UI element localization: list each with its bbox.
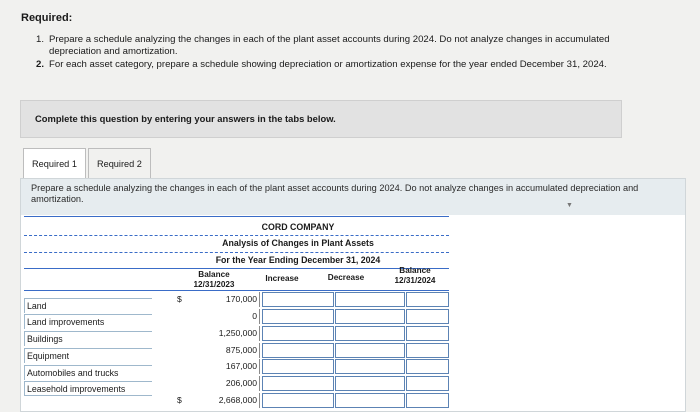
decrease-equipment-input[interactable] bbox=[335, 343, 405, 358]
col-increase: Increase bbox=[265, 274, 299, 283]
increase-land-input[interactable] bbox=[262, 292, 334, 307]
requirement-2 bbox=[36, 59, 661, 71]
decrease-leasehold-input[interactable] bbox=[335, 376, 405, 391]
requirements-list bbox=[36, 34, 661, 73]
dollar-sign: $ bbox=[177, 294, 182, 304]
decrease-automobiles-input[interactable] bbox=[335, 359, 405, 374]
row-label-land-improvements: Land improvements bbox=[24, 314, 152, 329]
schedule-title: Analysis of Changes in Plant Assets bbox=[222, 238, 374, 248]
col-decrease: Decrease bbox=[327, 273, 365, 282]
decrease-land-input[interactable] bbox=[335, 292, 405, 307]
col-balance-end: Balance 12/31/2024 bbox=[394, 266, 436, 285]
prompt-box bbox=[21, 179, 685, 215]
row-label-buildings: Buildings bbox=[24, 331, 152, 346]
balance-end-land-input[interactable] bbox=[406, 292, 449, 307]
row-label-leasehold: Leasehold improvements bbox=[24, 381, 152, 396]
prompt-text: Prepare a schedule analyzing the changes in each of the plant asset accounts during 2024. Do not analyze changes in accumulated depreciation and amortization. bbox=[31, 183, 639, 204]
increase-land-improvements-input[interactable] bbox=[262, 309, 334, 324]
increase-leasehold-input[interactable] bbox=[262, 376, 334, 391]
increase-equipment-input[interactable] bbox=[262, 343, 334, 358]
row-label-automobiles: Automobiles and trucks bbox=[24, 365, 152, 380]
increase-automobiles-input[interactable] bbox=[262, 359, 334, 374]
balance-end-land-improvements-input[interactable] bbox=[406, 309, 449, 324]
balance-start-total: 2,668,000 bbox=[176, 393, 260, 408]
balance-start-automobiles: 167,000 bbox=[176, 359, 260, 374]
requirement-2-number: 2. bbox=[36, 59, 45, 70]
company-name: CORD COMPANY bbox=[261, 222, 335, 232]
balance-end-buildings-input[interactable] bbox=[406, 326, 449, 341]
required-title: Required: bbox=[21, 12, 73, 24]
requirement-2-text: For each asset category, prepare a schedule showing depreciation or amortization expense for the year ended December 31, 2024. bbox=[49, 59, 607, 70]
balance-start-buildings: 1,250,000 bbox=[176, 326, 260, 341]
balance-start-land: 170,000 bbox=[176, 292, 260, 307]
increase-total-input[interactable] bbox=[262, 393, 334, 408]
header-rule bbox=[24, 216, 449, 217]
tab-required-1[interactable]: Required 1 bbox=[23, 148, 86, 180]
decrease-buildings-input[interactable] bbox=[335, 326, 405, 341]
requirement-1-text: Prepare a schedule analyzing the changes in each of the plant asset accounts during 2024. Do not analyze changes in accumulated depreciation and amortization. bbox=[49, 34, 610, 57]
instruction-text: Complete this question by entering your answers in the tabs below. bbox=[35, 113, 336, 124]
row-label-land: Land bbox=[24, 298, 152, 313]
row-label-equipment: Equipment bbox=[24, 348, 152, 363]
header-rule bbox=[24, 235, 449, 236]
balance-end-total-input[interactable] bbox=[406, 393, 449, 408]
tab-required-2[interactable]: Required 2 bbox=[88, 148, 151, 180]
requirement-1-number: 1. bbox=[36, 34, 45, 45]
balance-end-leasehold-input[interactable] bbox=[406, 376, 449, 391]
col-balance-start: Balance 12/31/2023 bbox=[193, 270, 235, 289]
scroll-arrow-icon: ▼ bbox=[566, 202, 573, 209]
schedule-period: For the Year Ending December 31, 2024 bbox=[215, 255, 381, 265]
header-rule bbox=[24, 252, 449, 253]
instruction-box bbox=[20, 100, 622, 138]
decrease-total-input[interactable] bbox=[335, 393, 405, 408]
increase-buildings-input[interactable] bbox=[262, 326, 334, 341]
header-rule bbox=[24, 290, 449, 291]
requirement-1 bbox=[36, 34, 661, 57]
total-dollar-sign: $ bbox=[177, 395, 182, 405]
balance-start-land-improvements: 0 bbox=[176, 309, 260, 324]
tab-bar bbox=[23, 148, 151, 178]
decrease-land-improvements-input[interactable] bbox=[335, 309, 405, 324]
balance-end-automobiles-input[interactable] bbox=[406, 359, 449, 374]
balance-end-equipment-input[interactable] bbox=[406, 343, 449, 358]
balance-start-equipment: 875,000 bbox=[176, 343, 260, 358]
balance-start-leasehold: 206,000 bbox=[176, 376, 260, 391]
schedule-table bbox=[24, 216, 449, 410]
